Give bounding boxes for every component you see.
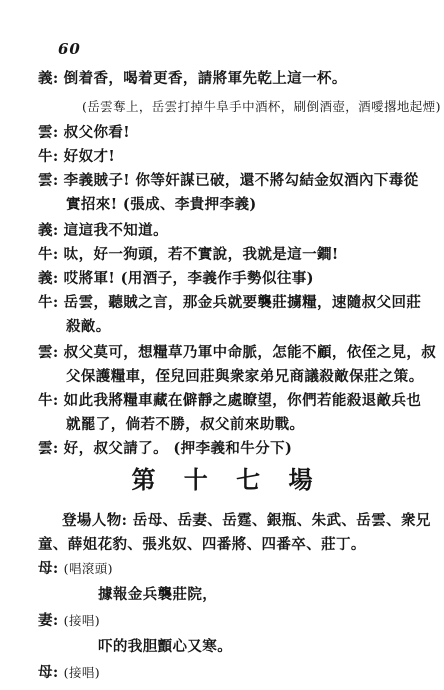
speaker-name: 義: (38, 270, 59, 287)
dialogue-text: 哎將軍! (用酒子，李義作手勢似往事) (63, 270, 314, 287)
dialogue-line (38, 270, 314, 288)
page-number: 60 (58, 40, 81, 58)
dialogue-continuation (66, 368, 424, 386)
dialogue-line (38, 664, 100, 682)
dialogue-continuation (66, 318, 111, 336)
speaker-name: 牛: (38, 392, 59, 409)
speaker-name: 母: (38, 560, 59, 577)
dialogue-text: 叔父莫可，想糧草乃軍中命脈，怎能不顧，依侄之見，叔 (63, 344, 437, 361)
dialogue-text: 如此我將糧車藏在僻靜之處瞭望，你們若能殺退敵兵也 (63, 392, 422, 409)
dialogue-line (38, 222, 168, 240)
speaker-name: 雲: (38, 172, 59, 189)
speaker-name: 義: (38, 70, 59, 87)
dialogue-text: 這這我不知道。 (63, 222, 168, 239)
lyric-text: 吓的我胆顫心又寒。 (98, 638, 233, 655)
dialogue-text: 殺敵。 (66, 318, 111, 335)
cast-list-continuation (38, 536, 366, 554)
speaker-name: 雲: (38, 440, 59, 457)
cast-list-text: 登場人物: 岳母、岳妻、岳霆、銀瓶、朱武、岳雲、衆兄 (62, 512, 431, 529)
scene-heading: 第 十 七 場 (131, 465, 323, 494)
speaker-name: 義: (38, 222, 59, 239)
dialogue-line (38, 148, 115, 166)
dialogue-text: 岳雲，聽賊之言，那金兵就要襲莊擄糧，速隨叔父回莊 (63, 294, 422, 311)
dialogue-line (38, 70, 347, 88)
cast-list (62, 512, 431, 530)
dialogue-line (38, 124, 130, 142)
dialogue-text: 倒着香，喝着更香，請將軍先乾上這一杯。 (63, 70, 347, 87)
dialogue-text: 呔，好一狗頭，若不實說，我就是這一鐧! (63, 246, 339, 263)
dialogue-text: 李義賊子! 你等奸謀已破，還不將勾結金奴酒內下毒從 (63, 172, 419, 189)
dialogue-text: 就罷了，倘若不勝，叔父前來助戰。 (66, 416, 305, 433)
stage-direction: (接唱) (63, 613, 101, 628)
sung-line (98, 586, 217, 604)
cast-list-text: 童、薛姐花豹、張兆奴、四番將、四番卒、莊丁。 (38, 536, 366, 553)
dialogue-line (38, 560, 113, 578)
stage-direction: (接唱) (63, 665, 101, 680)
dialogue-line (38, 344, 436, 362)
speaker-name: 妻: (38, 612, 59, 629)
dialogue-line (38, 612, 100, 630)
speaker-name: 牛: (38, 294, 59, 311)
stage-direction (82, 98, 441, 116)
stage-direction: (唱滾頭) (63, 561, 113, 576)
sung-line (98, 638, 232, 656)
dialogue-continuation (66, 196, 257, 214)
dialogue-line (38, 294, 421, 312)
dialogue-line (38, 440, 292, 458)
dialogue-text: 父保護糧車，侄兒回莊與衆家弟兄商議殺敵保莊之策。 (66, 368, 424, 385)
speaker-name: 雲: (38, 344, 59, 361)
dialogue-text: 叔父你看! (63, 124, 131, 141)
dialogue-text: 實招來! (張成、李貴押李義) (66, 196, 257, 213)
lyric-text: 據報金兵襲莊院， (98, 586, 218, 603)
speaker-name: 雲: (38, 124, 59, 141)
direction-text: (岳雲奪上，岳雲打掉牛阜手中酒杯，刷倒酒壺，酒噯撂地起煙) (82, 99, 441, 114)
dialogue-continuation (66, 416, 304, 434)
dialogue-text: 好奴才! (63, 148, 116, 165)
dialogue-text: 好，叔父請了。 (押李義和牛分下) (63, 440, 293, 457)
speaker-name: 牛: (38, 148, 59, 165)
speaker-name: 牛: (38, 246, 59, 263)
dialogue-line (38, 172, 419, 190)
dialogue-line (38, 246, 339, 264)
speaker-name: 母: (38, 664, 59, 681)
dialogue-line (38, 392, 421, 410)
